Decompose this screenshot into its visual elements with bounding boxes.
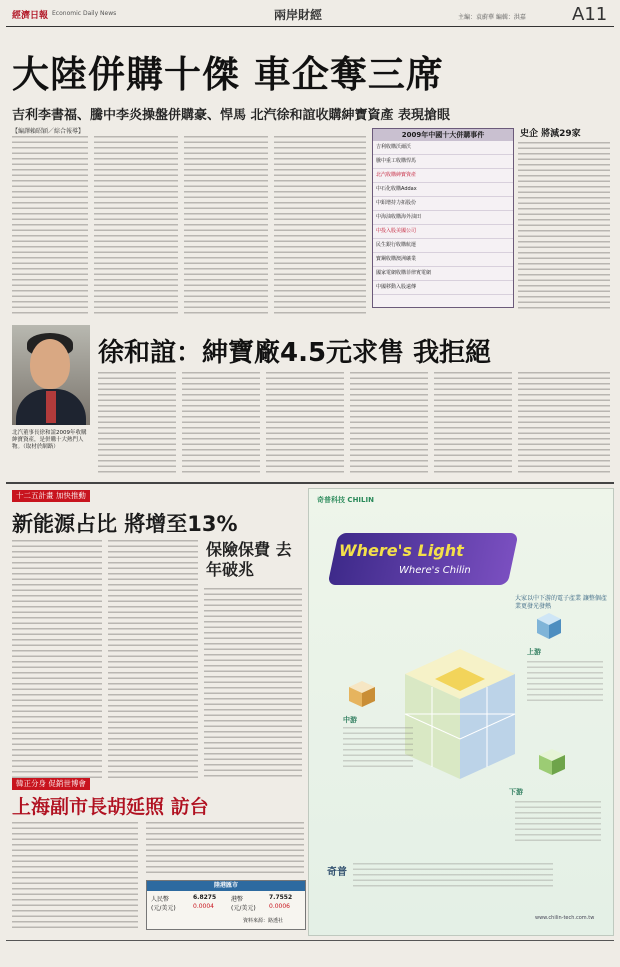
ad-footer-text (353, 863, 553, 887)
ad-midstream-label: 中游 (343, 716, 357, 724)
table-row: 寶鋼收購澳洲礦業 (373, 253, 513, 267)
insurance-headline: 保險保費 去年破兆 (206, 540, 292, 579)
table-row: 中國移動入股遠傳 (373, 281, 513, 295)
nev-text-column (12, 540, 102, 778)
fx-rates-box (146, 880, 306, 930)
advertisement (308, 488, 614, 936)
newspaper-logo: 經濟日報 (12, 11, 49, 21)
side-text-column (518, 142, 610, 312)
lead-text-column (94, 136, 178, 316)
downstream-cube-icon (537, 747, 567, 777)
ad-midstream-text (343, 727, 413, 767)
story2-text-column (518, 372, 610, 476)
shanghai-headline: 上海副市長胡延照 訪台 (12, 796, 209, 818)
ad-logo: 奇普科技 CHILIN (317, 496, 374, 504)
story2-text-column (98, 372, 176, 476)
fx-source: 資料來源：路透社 (243, 918, 284, 924)
table-row: 中鋁增持力拓股份 (373, 197, 513, 211)
midstream-cube-icon (347, 679, 377, 709)
table-row: 中投入股美國公司 (373, 225, 513, 239)
ad-upstream-label: 上游 (527, 648, 541, 656)
lead-subhead: 吉利李書福、騰中李炎操盤併購豪、悍馬 北汽徐和誼收購紳寶資產 表現搶眼 (12, 108, 451, 123)
top10-mergers-table (372, 128, 514, 308)
rmb-label: 人民幣 (151, 896, 170, 903)
insurance-text-column (204, 588, 302, 778)
page-footer-rule (6, 940, 614, 941)
hkd-label: 港幣 (231, 896, 244, 903)
table-row: 中海油收購海外油田 (373, 211, 513, 225)
nev-headline: 新能源占比 將增至13% (12, 512, 238, 536)
story2-headline: 徐和誼：紳寶廠4.5元求售 我拒絕 (98, 338, 492, 368)
lead-byline: 【編譯賴昭穎／綜合報導】 (12, 128, 85, 135)
table-title: 2009年中國十大併購事件 (373, 129, 513, 141)
rmb-change: 0.0004 (193, 903, 214, 910)
newspaper-subtitle: Economic Daily News (52, 10, 117, 17)
lead-headline: 大陸併購十傑 車企奪三席 (12, 53, 444, 96)
ad-downstream-label: 下游 (509, 788, 523, 796)
table-row: 北汽收購紳寶資產 (373, 169, 513, 183)
ad-url: www.chilin-tech.com.tw (535, 915, 595, 921)
hkd-unit: (元/美元) (231, 905, 256, 912)
table-row: 民生銀行收購航運 (373, 239, 513, 253)
editor-credits: 主編：袁蔚華 編輯：洪嘉 (458, 14, 526, 21)
lead-text-column (274, 136, 366, 316)
photo-caption: 北汽董事長徐和誼2009年收購紳寶資產，是併購十大熱門人物。（取材於網路） (12, 430, 87, 450)
fx-title: 陸港匯市 (147, 881, 305, 891)
lead-text-column (12, 136, 88, 316)
story2-text-column (350, 372, 428, 476)
shanghai-text-column (146, 822, 304, 876)
ad-downstream-text (515, 801, 601, 841)
executive-photo (12, 325, 90, 425)
nev-text-column (108, 540, 198, 778)
hkd-value: 7.7552 (269, 894, 293, 901)
section-divider (6, 482, 614, 484)
table-row: 國家電網收購菲律賓電網 (373, 267, 513, 281)
page-number: A11 (572, 4, 608, 25)
shanghai-kicker: 韓正分身 促銷世博會 (12, 778, 90, 790)
upstream-cube-icon (535, 611, 563, 641)
lead-text-column (184, 136, 268, 316)
story2-text-column (434, 372, 512, 476)
story2-text-column (266, 372, 344, 476)
masthead (6, 4, 614, 27)
shanghai-text-column (12, 822, 138, 930)
ad-slogan: Where's Light (339, 541, 464, 560)
nev-kicker: 十二五計畫 加快推動 (12, 490, 90, 502)
ad-brand: 奇普 (327, 867, 347, 878)
side-story-headline: 史企 將減29家 (520, 129, 581, 139)
section-title: 兩岸財經 (274, 8, 323, 22)
story2-text-column (182, 372, 260, 476)
hkd-change: 0.0006 (269, 903, 290, 910)
rmb-unit: (元/美元) (151, 905, 176, 912)
ad-tagline: 大家以中下游的電子產業 讓整個產業更發光發熱 (515, 595, 607, 610)
ad-upstream-text (527, 661, 603, 701)
cube-cluster-graphic (395, 639, 525, 789)
table-row: 中石化收購Addax (373, 183, 513, 197)
table-row: 騰中重工收購悍馬 (373, 155, 513, 169)
rmb-value: 6.8275 (193, 894, 217, 901)
ad-slogan-secondary: Where's Chilin (399, 565, 471, 576)
table-row: 吉利收購沃爾沃 (373, 141, 513, 155)
